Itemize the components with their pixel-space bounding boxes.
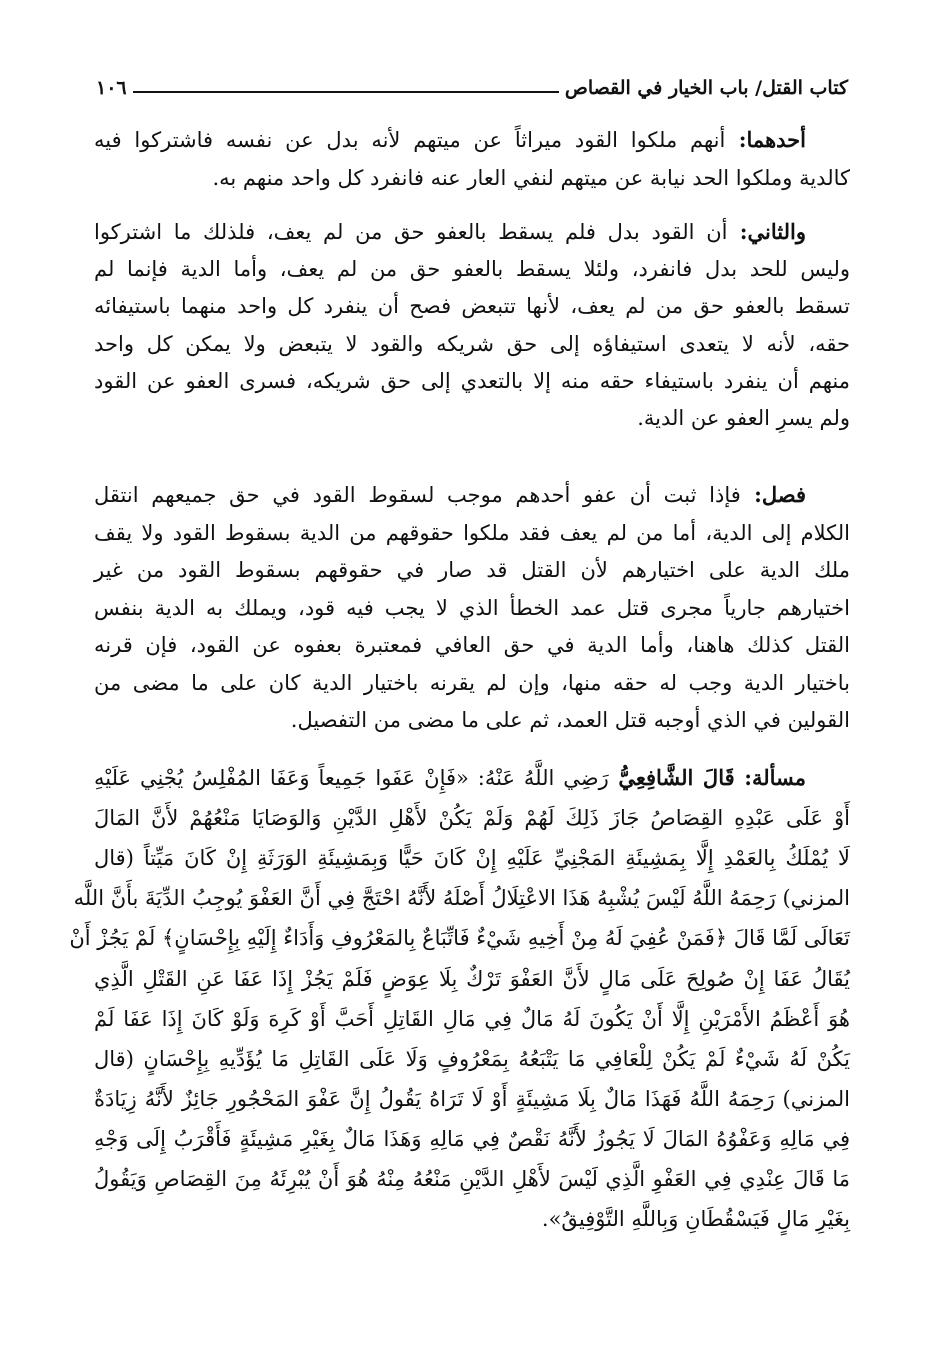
line-text: وليس للحد بدل فانفرد، ولئلا يسقط بالعفو حق من لم يعف، وأما الدية فإنما لم — [94, 257, 850, 282]
header-rule — [133, 91, 559, 93]
text-line — [94, 400, 850, 436]
line-text: فإذا ثبت أن عفو أحدهم موجب لسقوط القود في حق جميعهم انتقل — [94, 483, 741, 507]
text-line — [94, 840, 850, 876]
line-text: أن القود بدل فلم يسقط بالعفو حق من لم يعف، فلذلك ما اشتركوا — [94, 220, 728, 244]
text-line — [94, 288, 850, 324]
line-text: رَضِي اللَّهُ عَنْهُ: «فَإِنْ عَفَوا جَمِيعاً وَعَفَا المُفْلِسُ يُجْنِي عَلَيْهِ — [94, 766, 609, 790]
text-line — [69, 920, 850, 956]
line-text: الكلام إلى الدية، أما من لم يعف فقد ملكوا حقوقهم من الدية بسقوط القود ولا يقف — [94, 520, 850, 545]
text-line — [94, 1081, 850, 1117]
text-line — [94, 800, 850, 836]
text-line — [94, 251, 850, 287]
running-header — [96, 72, 848, 104]
text-line — [94, 961, 850, 997]
line-text: المزني) رَحِمَهُ اللَّهُ لَيْسَ يُشْبِهُ هَذَا الاعْتِلَالُ أَصْلَهُ لأَنَّهُ احْتَجَّ فِي أَنَّ العَفْوَ يُوجِبُ الدِّيَةَ بأَنَّ اللَّه — [73, 886, 850, 911]
text-line — [94, 477, 850, 513]
line-text: لَا يُمْلَكُ بِالعَمْدِ إِلَّا بِمَشِيئَةِ المَجْنِيِّ عَلَيْهِ إِنْ كَانَ حَيًّا وَبِمَشِيئَةِ الوَرَثَةِ إِنْ كَانَ مَيِّتاً (قال — [94, 846, 850, 871]
text-line — [94, 627, 850, 663]
text-line — [94, 702, 850, 738]
text-line — [94, 122, 850, 158]
page-number: ١٠٦ — [96, 77, 127, 99]
text-line — [94, 1121, 850, 1157]
text-line — [73, 880, 850, 916]
text-line — [94, 214, 850, 250]
line-text: فِي مَالِهِ وَعَفْوُهُ المَالَ لَا يَجُوزُ لأَنَّهُ نَقْصٌ فِي مَالِهِ وَهَذَا مَالٌ بِغَيْرِ مَشِيئَةٍ فَأَقْرَبُ إِلَى وَجْهِ — [94, 1126, 850, 1151]
paragraph-lead: أحدهما: — [725, 127, 806, 152]
text-line — [94, 1201, 850, 1237]
line-text: مَا قَالَ عِنْدِي فِي العَفْوِ الَّذِي لَيْسَ لأَهْلِ الدَّيْنِ مَنْعُهُ مِنْهُ هُوَ أَنْ يُبْرِئَهُ مِنَ القِصَاصِ وَيَقُولُ — [94, 1167, 850, 1191]
line-text: تسقط بالعفو حق من لم يعف، لأنها تتبعض فصح أن ينفرد كل واحد منهما باستيفائه — [94, 294, 850, 319]
line-text: ملك الدية على اختيارهم لأن القتل قد صار في حقوقهم بسقوط القود من غير — [94, 558, 850, 582]
text-line — [94, 760, 850, 796]
paragraph-lead: فصل: — [740, 482, 806, 507]
line-text: بِغَيْرِ مَالٍ فَيَسْقُطَانِ وَبِاللَّهِ التَّوْفِيقُ». — [541, 1207, 850, 1232]
text-line — [94, 665, 850, 701]
line-text: تَعَالَى لَمَّا قَالَ ﴿فَمَنْ عُفِيَ لَهُ مِنْ أَخِيهِ شَيْءٌ فَاتِّبَاعٌ بِالمَعْرُوفِ وَأَدَاءٌ إِلَيْهِ بِإِحْسَانٍ﴾ لَمْ يَجُزْ أَنْ — [69, 926, 850, 951]
line-text: القولين في الذي أوجبه قتل العمد، ثم على ما مضى من التفصيل. — [290, 708, 850, 732]
text-line — [94, 552, 850, 588]
line-text: أنهم ملكوا القود ميراثاً عن ميتهم لأنه بدل عن نفسه فاشتركوا فيه — [94, 128, 726, 152]
text-line — [94, 1161, 850, 1197]
text-line — [94, 590, 850, 626]
text-line — [94, 515, 850, 551]
line-text: باختيار الدية وجب له حقه منها، وإن لم يقرنه باختيار الدية كان على ما مضى من — [94, 670, 850, 695]
line-text: ولم يسرِ العفو عن الدية. — [637, 406, 850, 430]
line-text: حقه، لأنه لا يتعدى استيفاؤه إلى حق شريكه والقود لا يتبعض ولا يمكن كل واحد — [94, 331, 850, 356]
line-text: القتل كذلك هاهنا، وأما الدية في حق العافي فمعتبرة بعفوه عن القود، فإن قرنه — [94, 633, 850, 657]
chapter-title: كتاب القتل/ باب الخيار في القصاص — [564, 77, 848, 99]
line-text: منهم أن ينفرد باستيفاء حقه منه إلا بالتعدي إلى حق شريكه، فسرى العفو عن القود — [94, 368, 850, 393]
text-line — [94, 363, 850, 399]
text-line — [94, 1041, 850, 1077]
line-text: هُوَ أَعْظَمُ الأَمْرَيْنِ إِلَّا أَنْ يَكُونَ لَهُ مَالٌ فِي مَالِ القَاتِلِ أَحَبَّ أَوْ كَرِهَ وَلَوْ كَانَ إِذَا عَفَا لَمْ — [94, 1006, 850, 1031]
line-text: يُقَالُ عَفَا إِنْ صُولِحَ عَلَى مَالٍ لأَنَّ العَفْوَ تَرْكٌ بِلَا عِوَضٍ فَلَمْ يَجُزْ إِذَا عَفَا عَنِ القَتْلِ الَّذِي — [94, 966, 850, 991]
line-text: أَوْ عَلَى عَبْدِهِ القِصَاصُ جَازَ ذَلِكَ لَهُمْ وَلَمْ يَكُنْ لأَهْلِ الدَّيْنِ وَالوَصَايَا مَنْعُهُمْ لأَنَّ المَالَ — [94, 806, 850, 831]
paragraph-lead: والثاني: — [727, 219, 806, 244]
line-text: المزني) رَحِمَهُ اللَّهُ فَهَذَا مَالٌ بِلَا مَشِيئَةٍ أَوْ لَا تَرَاهُ يَقُولُ إِنَّ عَفْوَ المَحْجُورِ جَائِزٌ لأَنَّهُ زِيَادَةٌ — [94, 1086, 850, 1111]
text-line — [94, 160, 850, 196]
line-text: اختيارهم جارياً مجرى قتل عمد الخطأ الذي لا يجب فيه قود، ويملك به الدية بنفس — [94, 595, 850, 620]
line-text: كالدية وملكوا الحد نيابة عن ميتهم لنفي العار عنه فانفرد كل واحد منهم به. — [212, 166, 850, 190]
line-text: يَكُنْ لَهُ شَيْءٌ لَمْ يَكُنْ لِلْعَافِي مَا يَتْبَعُهُ بِمَعْرُوفٍ وَلَا عَلَى القَاتِلِ مَا يُؤَدِّيهِ بِإِحْسَانٍ (قال — [94, 1046, 850, 1071]
paragraph-lead: مسألة: قَالَ الشَّافِعِيُّ — [608, 765, 806, 790]
text-line — [94, 326, 850, 362]
text-line — [94, 1001, 850, 1037]
